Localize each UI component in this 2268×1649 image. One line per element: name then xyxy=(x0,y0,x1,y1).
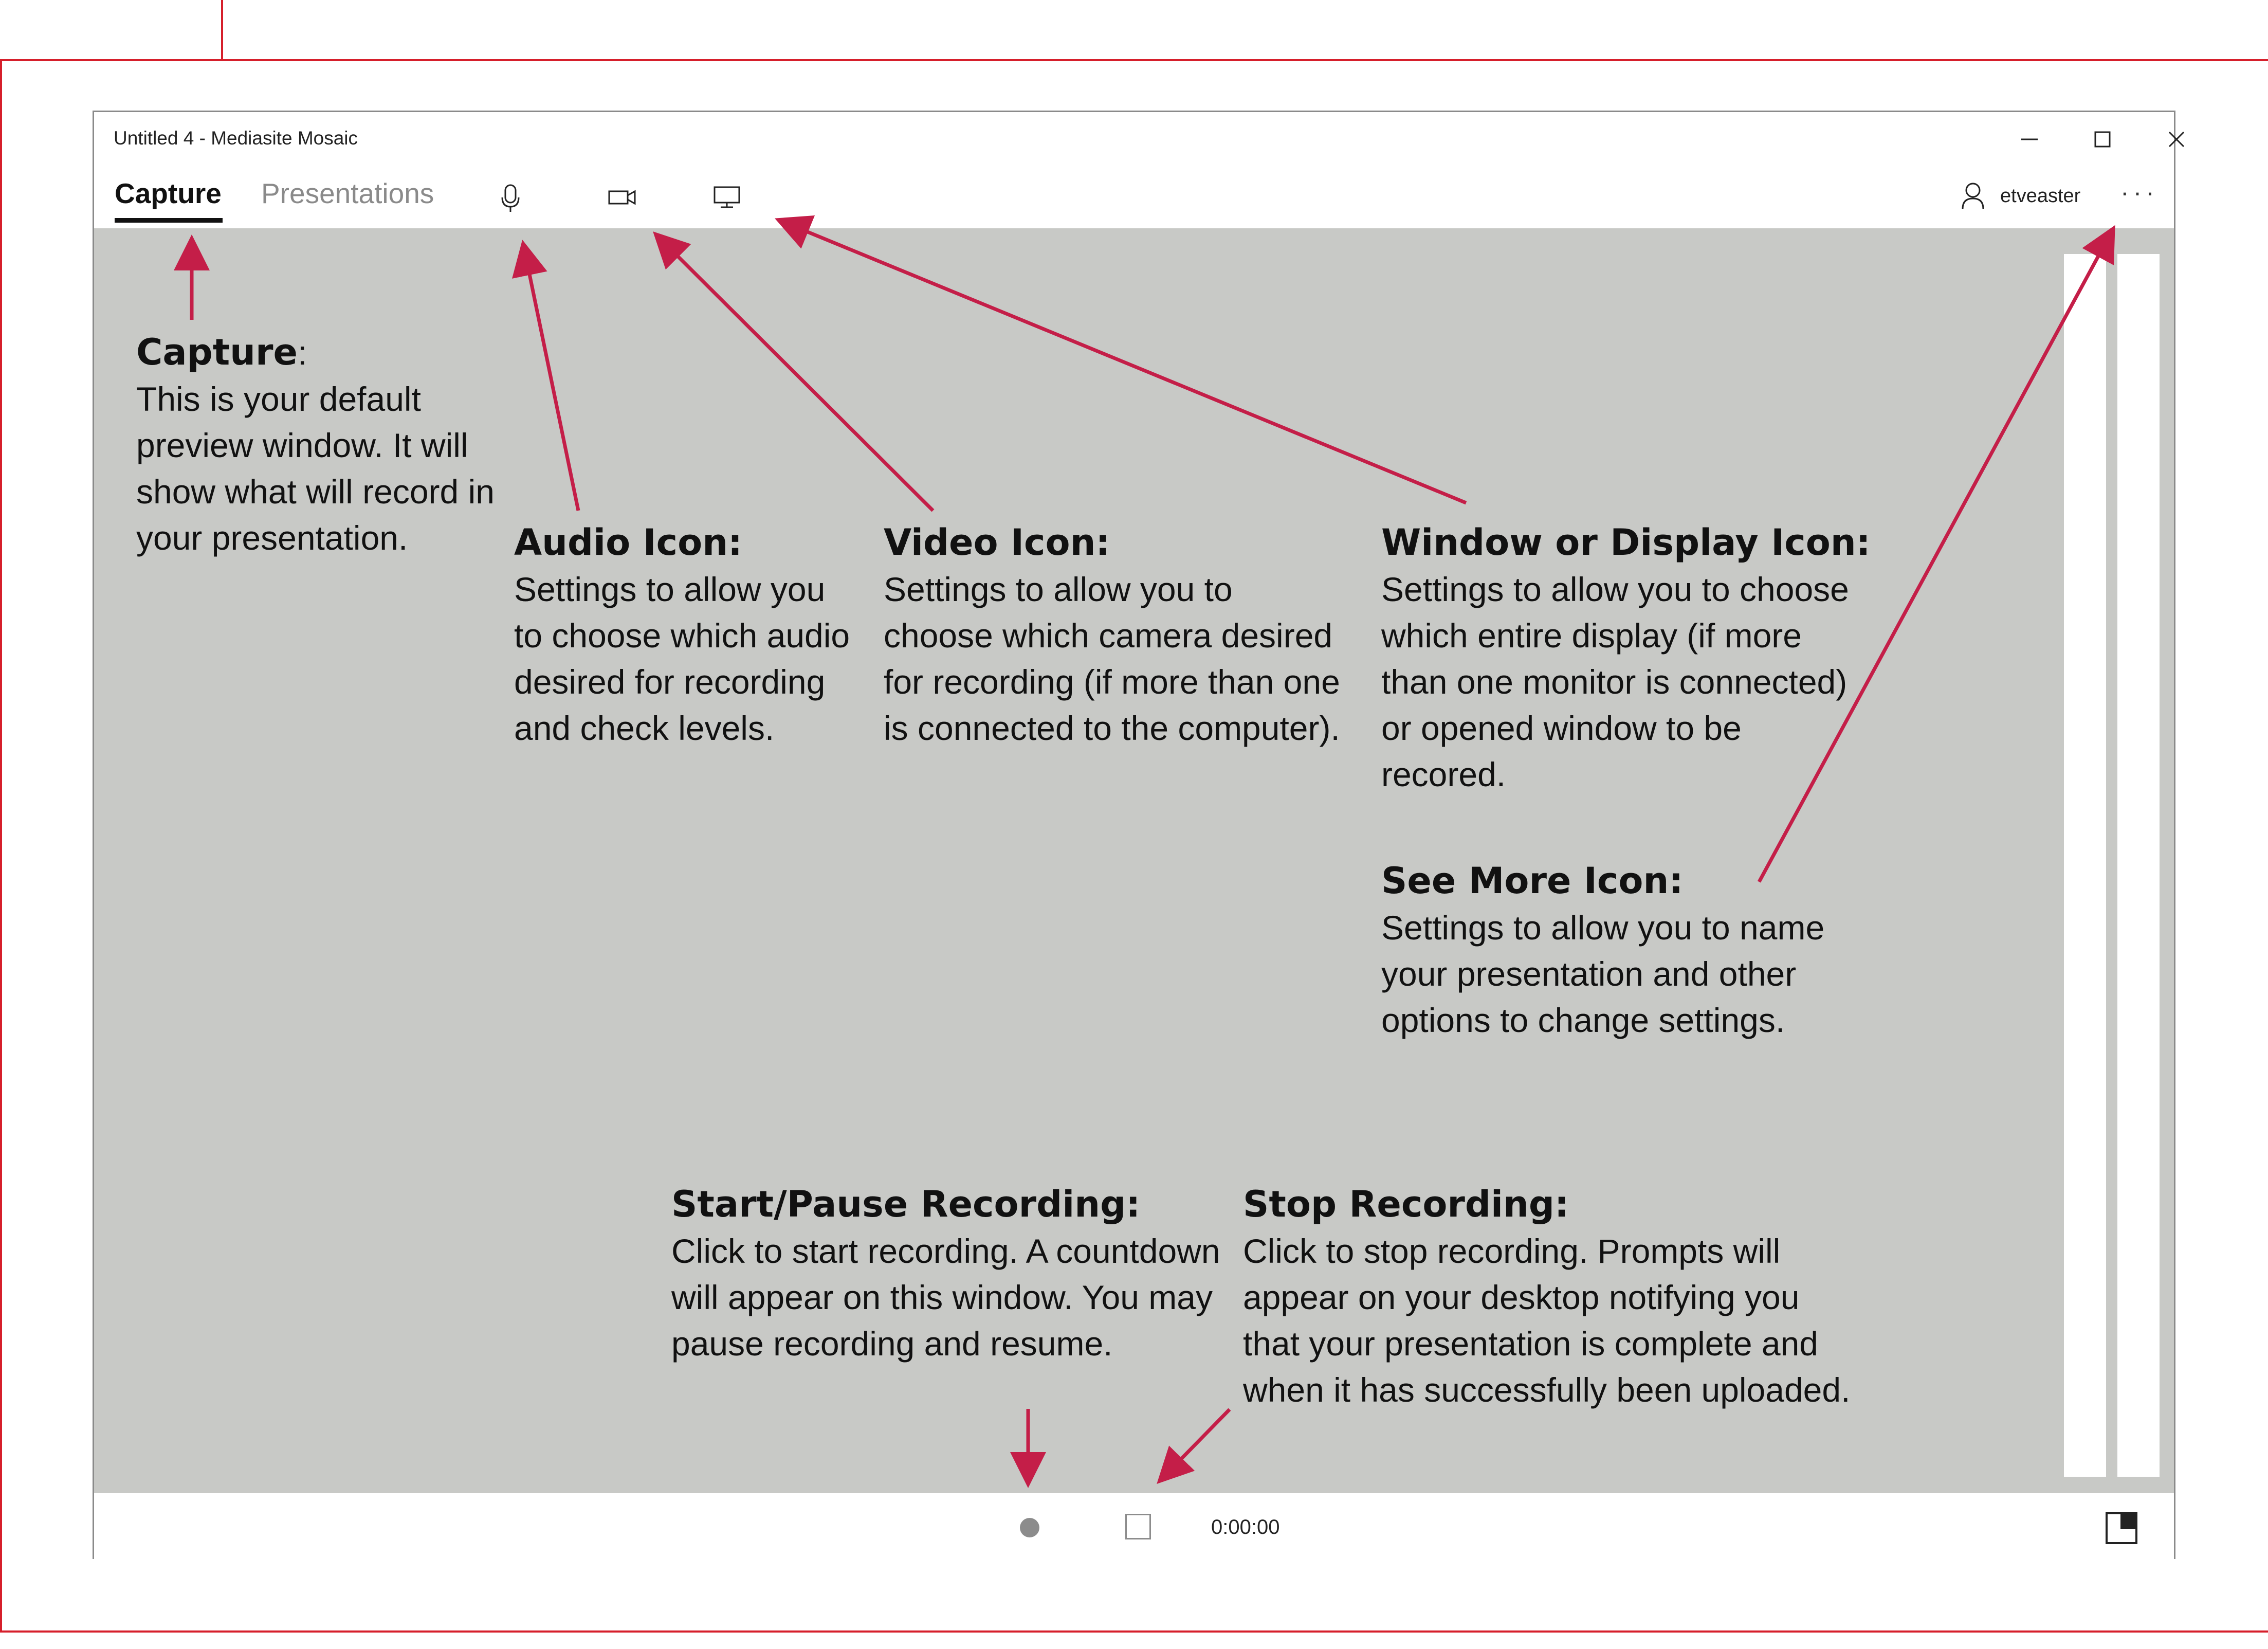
annotation-audio-heading: Audio Icon: xyxy=(514,521,743,564)
annotation-more-heading: See More Icon: xyxy=(1381,860,1684,902)
annotation-start-heading: Start/Pause Recording: xyxy=(671,1183,1141,1225)
arrow-more xyxy=(1759,231,2112,882)
annotation-display-heading: Window or Display Icon: xyxy=(1381,521,1871,564)
annotation-capture-body: This is your default preview window. It will show what will record in your presentation. xyxy=(136,380,495,557)
annotation-display-body: Settings to allow you to choose which entire display (if more than one monitor is connected) or opened window to be recored. xyxy=(1381,570,1849,793)
arrow-stop xyxy=(1162,1409,1230,1479)
annotation-audio-body: Settings to allow you to choose which audio desired for recording and check levels. xyxy=(514,570,850,747)
tab-capture[interactable]: Capture xyxy=(115,177,222,209)
recording-timer: 0:00:00 xyxy=(1211,1516,1280,1538)
annotation-capture-heading: Capture xyxy=(136,331,298,373)
annotation-video-body: Settings to allow you to choose which camera desired for recording (if more than one is connected to the computer). xyxy=(884,570,1340,747)
tab-presentations[interactable]: Presentations xyxy=(261,177,434,209)
annotation-stop-heading: Stop Recording: xyxy=(1243,1183,1569,1225)
window-title: Untitled 4 - Mediasite Mosaic xyxy=(114,128,358,149)
annotation-more-body: Settings to allow you to name your presentation and other options to change settings. xyxy=(1381,909,1825,1039)
arrow-video xyxy=(658,237,933,511)
annotation-capture-colon: : xyxy=(298,334,307,372)
user-name: etveaster xyxy=(2000,185,2081,207)
arrow-audio xyxy=(524,247,578,511)
more-options-button[interactable]: ··· xyxy=(2120,178,2159,207)
annotation-stop-body: Click to stop recording. Prompts will appear on your desktop notifying you that your presentation is complete and when it has successfully been uploaded. xyxy=(1243,1232,1851,1409)
annotation-video-heading: Video Icon: xyxy=(884,521,1110,564)
annotation-start-body: Click to start recording. A countdown will appear on this window. You may pause recording and resume. xyxy=(671,1232,1220,1363)
